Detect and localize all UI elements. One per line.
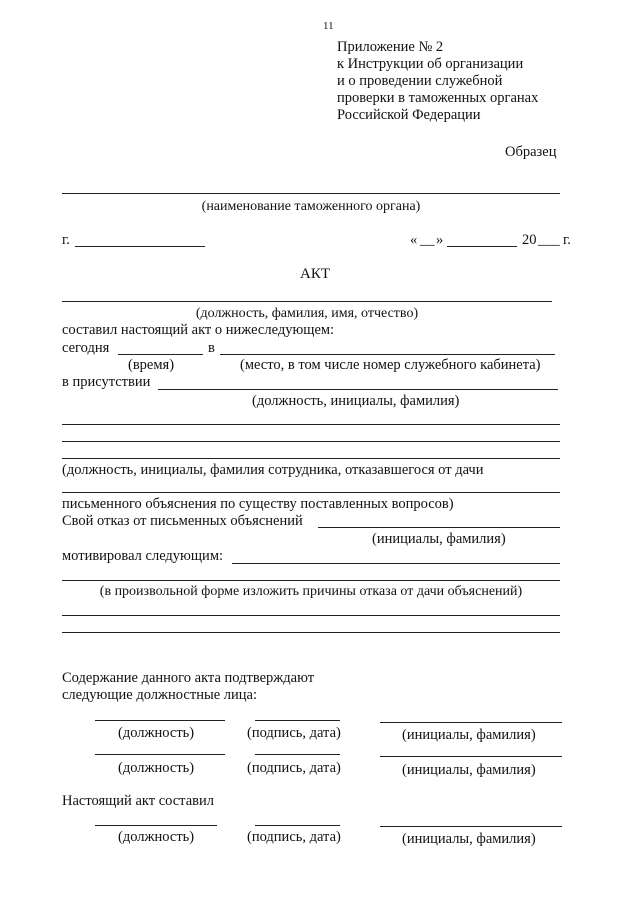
date-day-blank: __ [420, 232, 435, 248]
blank-line [62, 458, 560, 459]
time-caption: (время) [128, 357, 175, 373]
date-month-line [447, 246, 517, 247]
sample-label: Образец [505, 144, 557, 160]
author-caption: (должность, фамилия, имя, отчество) [195, 306, 419, 321]
act-title: АКТ [300, 266, 330, 282]
customs-body-line [62, 193, 560, 194]
position-line [95, 754, 225, 755]
intro-text: составил настоящий акт о нижеследующем: [62, 322, 335, 338]
appendix-line: к Инструкции об организации [337, 56, 524, 72]
name-caption: (инициалы, фамилия) [402, 727, 536, 743]
presence-caption: (должность, инициалы, фамилия) [252, 393, 460, 409]
date-year-suffix: г. [563, 232, 571, 248]
page-number: 11 [323, 20, 334, 32]
confirm-text: Содержание данного акта подтверждают [62, 670, 315, 686]
blank-line [62, 424, 560, 425]
time-line [118, 354, 203, 355]
reasons-caption: (в произвольной форме изложить причины отказа от дачи объяснений) [99, 584, 523, 599]
date-open-quote: « [410, 232, 418, 248]
today-label: сегодня [62, 340, 110, 356]
city-line [75, 246, 205, 247]
signature-line [255, 754, 340, 755]
refuser-caption-continued: письменного объяснения по существу поставленных вопросов) [62, 496, 454, 512]
refuser-line [62, 492, 560, 493]
position-caption: (должность) [118, 760, 195, 776]
signature-line [255, 720, 340, 721]
appendix-line: проверки в таможенных органах [337, 90, 539, 106]
position-line [95, 720, 225, 721]
presence-label: в присутствии [62, 374, 151, 390]
author-line [62, 301, 552, 302]
position-caption: (должность) [118, 829, 195, 845]
appendix-line: Российской Федерации [337, 107, 481, 123]
signature-caption: (подпись, дата) [247, 725, 341, 741]
blank-line [62, 615, 560, 616]
date-year-prefix: 20 [522, 232, 537, 248]
name-line [380, 756, 562, 757]
position-line [95, 825, 217, 826]
signature-caption: (подпись, дата) [247, 760, 341, 776]
date-close-quote: » [436, 232, 444, 248]
motivated-label: мотивировал следующим: [62, 548, 224, 564]
refuser-caption: (должность, инициалы, фамилия сотрудника, отказавшегося от дачи [62, 462, 484, 478]
appendix-line: и о проведении служебной [337, 73, 503, 89]
place-caption: (место, в том числе номер служебного кабинета) [240, 357, 541, 373]
refusal-line [318, 527, 560, 528]
place-line [220, 354, 555, 355]
presence-line [158, 389, 558, 390]
refusal-label: Свой отказ от письменных объяснений [62, 513, 303, 529]
blank-line [62, 441, 560, 442]
reasons-line [62, 580, 560, 581]
signature-line [255, 825, 340, 826]
name-line [380, 722, 562, 723]
in-label: в [208, 340, 215, 356]
motivated-line [232, 563, 560, 564]
name-caption: (инициалы, фамилия) [402, 762, 536, 778]
customs-body-caption: (наименование таможенного органа) [201, 199, 421, 214]
composed-label: Настоящий акт составил [62, 793, 214, 809]
refusal-caption: (инициалы, фамилия) [372, 531, 506, 547]
date-year-blank: ___ [538, 232, 560, 248]
name-line [380, 826, 562, 827]
appendix-line: Приложение № 2 [337, 39, 444, 55]
confirm-text: следующие должностные лица: [62, 687, 257, 703]
name-caption: (инициалы, фамилия) [402, 831, 536, 847]
signature-caption: (подпись, дата) [247, 829, 341, 845]
blank-line [62, 632, 560, 633]
city-prefix: г. [62, 232, 70, 248]
position-caption: (должность) [118, 725, 195, 741]
